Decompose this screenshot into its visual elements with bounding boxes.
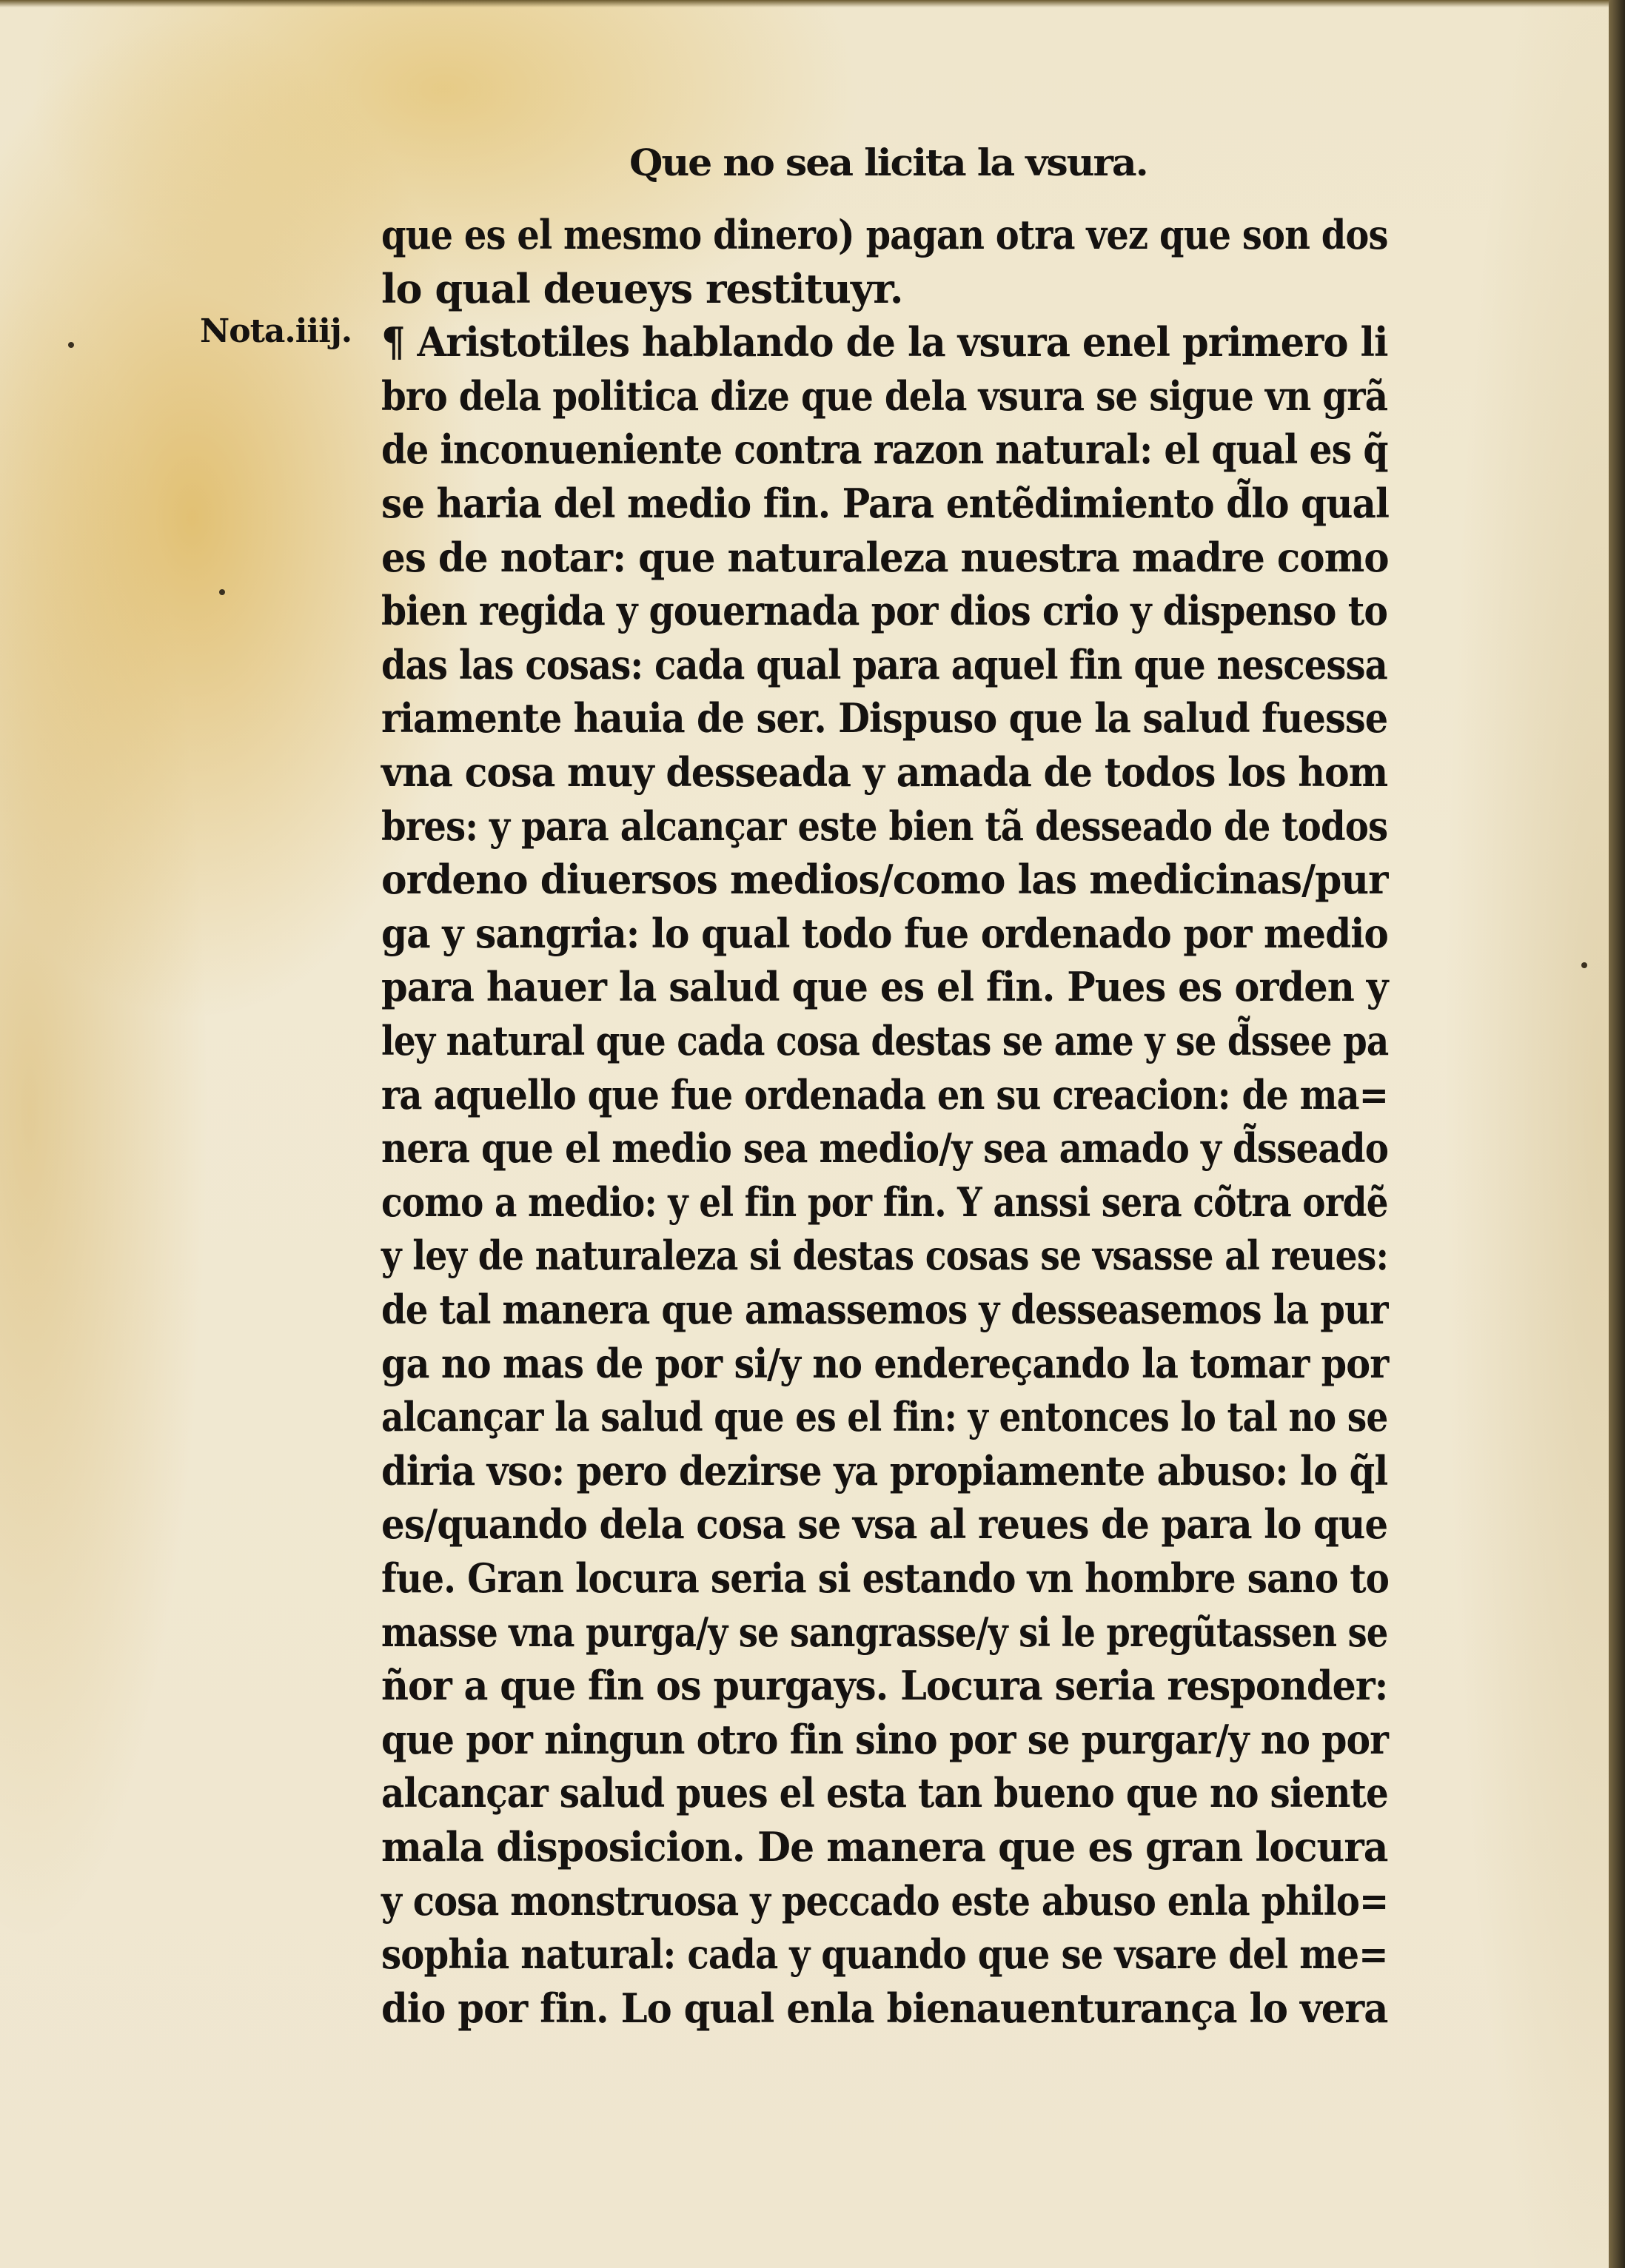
text-line: masse vna purga/y se sangrasse/y si le pregũtassen se: [381, 1608, 1388, 1656]
text-line: y ley de naturaleza si destas cosas se vsasse al reues:: [381, 1232, 1389, 1279]
margin-note: Nota.iiij.: [200, 312, 352, 350]
text-line: ley natural que cada cosa destas se ame y se d̃ssee pa: [381, 1017, 1389, 1064]
text-line: fue. Gran locura seria si estando vn hombre sano to: [381, 1554, 1390, 1602]
page-right-edge: [1609, 0, 1625, 2268]
running-heading: Que no sea licita la vsura.: [629, 141, 1147, 184]
text-line: mala disposicion. De manera que es gran locura: [381, 1823, 1388, 1871]
page-top-edge: [0, 0, 1625, 7]
text-line: diria vso: pero dezirse ya propiamente abuso: lo q̃l: [381, 1447, 1388, 1494]
text-line: dio por fin. Lo qual enla bienauenturança lo vera: [381, 1984, 1388, 2032]
text-line: que por ningun otro fin sino por se purgar/y no por: [381, 1716, 1389, 1763]
text-line: alcançar la salud que es el fin: y entonces lo tal no se: [381, 1393, 1388, 1440]
text-line: es de notar: que naturaleza nuestra madre como: [381, 534, 1389, 581]
text-line: vna cosa muy desseada y amada de todos los hom: [381, 748, 1388, 796]
text-line: ñor a que fin os purgays. Locura seria responder:: [381, 1662, 1388, 1709]
text-line: bien regida y gouernada por dios crio y dispenso to: [381, 587, 1388, 634]
text-line: sophia natural: cada y quando que se vsare del me=: [381, 1930, 1388, 1978]
text-line: para hauer la salud que es el fin. Pues es orden y: [381, 963, 1388, 1010]
text-line: como a medio: y el fin por fin. Y anssi sera cõtra ordẽ: [381, 1178, 1388, 1226]
text-line: ¶ Aristotiles hablando de la vsura enel primero li: [381, 318, 1388, 366]
text-line: bres: y para alcançar este bien tã desseado de todos: [381, 802, 1388, 850]
text-line: ra aquello que fue ordenada en su creacion: de ma=: [381, 1071, 1389, 1118]
text-line: ga no mas de por si/y no endereçando la tomar por: [381, 1340, 1389, 1387]
text-line: es/quando dela cosa se vsa al reues de para lo que: [381, 1500, 1388, 1548]
text-line: que es el mesmo dinero) pagan otra vez que son dos: [381, 211, 1388, 258]
text-line: ordeno diuersos medios/como las medicinas/pur: [381, 856, 1388, 903]
margin-dot: [68, 342, 74, 348]
text-line: ga y sangria: lo qual todo fue ordenado por medio: [381, 910, 1388, 957]
text-line: de inconueniente contra razon natural: el qual es q̃: [381, 426, 1388, 473]
text-line: alcançar salud pues el esta tan bueno que no siente: [381, 1769, 1388, 1816]
text-line: lo qual deueys restituyr.: [381, 265, 903, 312]
text-line: y cosa monstruosa y peccado este abuso enla philo=: [381, 1877, 1389, 1925]
body-text: [381, 212, 1388, 2040]
text-line: bro dela politica dize que dela vsura se sigue vn grã: [381, 372, 1388, 420]
text-line: riamente hauia de ser. Dispuso que la salud fuesse: [381, 694, 1388, 742]
text-line: de tal manera que amassemos y desseasemos la pur: [381, 1286, 1388, 1333]
text-line: das las cosas: cada qual para aquel fin que nescessa: [381, 641, 1387, 688]
margin-dot: [219, 589, 225, 595]
text-line: se haria del medio fin. Para entẽdimiento d̃lo qual: [381, 480, 1390, 527]
text-line: nera que el medio sea medio/y sea amado y d̃sseado: [381, 1124, 1389, 1172]
margin-dot: [1581, 962, 1587, 968]
